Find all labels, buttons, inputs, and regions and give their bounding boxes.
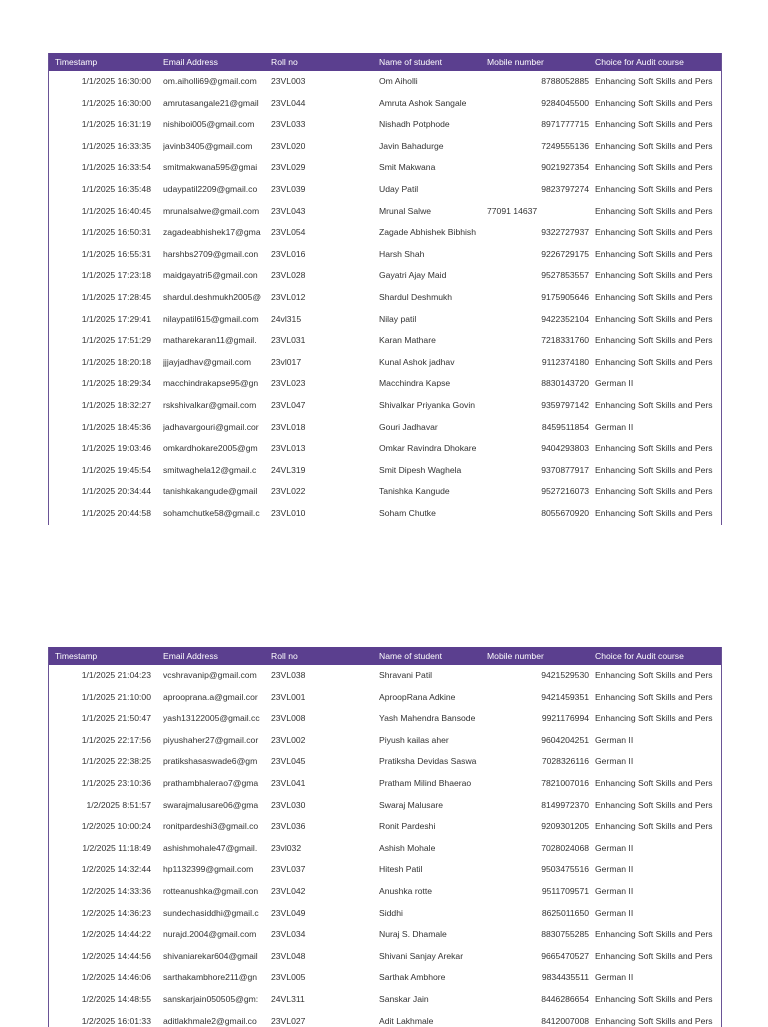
cell-timestamp: 1/1/2025 21:04:23 [49, 665, 151, 687]
cell-choice: Enhancing Soft Skills and Pers [595, 157, 722, 179]
cell-roll: 23vl032 [271, 838, 375, 860]
cell-timestamp: 1/1/2025 16:33:54 [49, 157, 151, 179]
cell-name: Nilay patil [379, 309, 481, 331]
cell-timestamp: 1/1/2025 16:31:19 [49, 114, 151, 136]
cell-email: smitwaghela12@gmail.c [163, 460, 267, 482]
cell-mobile: 7249555136 [487, 136, 589, 158]
cell-email: sohamchutke58@gmail.c [163, 503, 267, 525]
cell-timestamp: 1/1/2025 16:40:45 [49, 201, 151, 223]
table-row [49, 352, 721, 374]
cell-timestamp: 1/2/2025 16:01:33 [49, 1011, 151, 1027]
cell-roll: 23VL038 [271, 665, 375, 687]
cell-roll: 23VL029 [271, 157, 375, 179]
cell-email: vcshravanip@gmail.com [163, 665, 267, 687]
cell-roll: 23VL043 [271, 201, 375, 223]
cell-roll: 23VL012 [271, 287, 375, 309]
cell-roll: 24VL311 [271, 989, 375, 1011]
cell-name: Shravani Patil [379, 665, 481, 687]
cell-timestamp: 1/1/2025 17:51:29 [49, 330, 151, 352]
cell-email: smitmakwana595@gmai [163, 157, 267, 179]
table-row [49, 93, 721, 115]
cell-roll: 23VL041 [271, 773, 375, 795]
table-row [49, 330, 721, 352]
table-row [49, 244, 721, 266]
cell-email: javinb3405@gmail.com [163, 136, 267, 158]
cell-timestamp: 1/2/2025 14:44:22 [49, 924, 151, 946]
cell-mobile: 7028326116 [487, 751, 589, 773]
cell-name: Smit Dipesh Waghela [379, 460, 481, 482]
cell-roll: 23VL049 [271, 903, 375, 925]
cell-email: sanskarjain050505@gm: [163, 989, 267, 1011]
cell-roll: 23VL002 [271, 730, 375, 752]
cell-timestamp: 1/1/2025 21:10:00 [49, 687, 151, 709]
cell-timestamp: 1/1/2025 16:30:00 [49, 71, 151, 93]
cell-choice: Enhancing Soft Skills and Pers [595, 795, 722, 817]
cell-email: aditlakhmale2@gmail.co [163, 1011, 267, 1027]
cell-mobile: 9226729175 [487, 244, 589, 266]
cell-mobile: 8830143720 [487, 373, 589, 395]
cell-timestamp: 1/1/2025 20:44:58 [49, 503, 151, 525]
cell-roll: 23VL005 [271, 967, 375, 989]
cell-email: sarthakambhore211@gn [163, 967, 267, 989]
cell-mobile: 8788052885 [487, 71, 589, 93]
cell-choice: Enhancing Soft Skills and Pers [595, 309, 722, 331]
cell-roll: 23VL036 [271, 816, 375, 838]
cell-mobile: 8149972370 [487, 795, 589, 817]
table-row [49, 903, 721, 925]
cell-name: Nishadh Potphode [379, 114, 481, 136]
cell-email: nilaypatil615@gmail.com [163, 309, 267, 331]
table-row [49, 989, 721, 1011]
cell-roll: 23VL028 [271, 265, 375, 287]
table-row [49, 179, 721, 201]
cell-mobile: 8459511854 [487, 417, 589, 439]
cell-roll: 23VL008 [271, 708, 375, 730]
cell-email: udaypatil2209@gmail.co [163, 179, 267, 201]
cell-roll: 23VL001 [271, 687, 375, 709]
header-mobile: Mobile number [487, 53, 589, 71]
cell-timestamp: 1/1/2025 18:29:34 [49, 373, 151, 395]
header-roll: Roll no [271, 647, 375, 665]
table-row [49, 816, 721, 838]
cell-choice: Enhancing Soft Skills and Pers [595, 708, 722, 730]
table-body [49, 665, 721, 1027]
table-row [49, 395, 721, 417]
cell-roll: 24VL319 [271, 460, 375, 482]
cell-timestamp: 1/1/2025 16:30:00 [49, 93, 151, 115]
table-row [49, 665, 721, 687]
cell-choice: Enhancing Soft Skills and Pers [595, 481, 722, 503]
cell-choice: Enhancing Soft Skills and Pers [595, 665, 722, 687]
cell-mobile: 9604204251 [487, 730, 589, 752]
cell-mobile: 9921176994 [487, 708, 589, 730]
cell-choice: Enhancing Soft Skills and Pers [595, 687, 722, 709]
cell-email: yash13122005@gmail.cc [163, 708, 267, 730]
cell-timestamp: 1/2/2025 14:33:36 [49, 881, 151, 903]
table-row [49, 373, 721, 395]
cell-timestamp: 1/2/2025 11:18:49 [49, 838, 151, 860]
cell-mobile: 9421459351 [487, 687, 589, 709]
table-row [49, 503, 721, 525]
cell-roll: 23VL037 [271, 859, 375, 881]
table-row [49, 881, 721, 903]
cell-email: nurajd.2004@gmail.com [163, 924, 267, 946]
cell-name: Tanishka Kangude [379, 481, 481, 503]
cell-mobile: 9834435511 [487, 967, 589, 989]
cell-timestamp: 1/1/2025 20:34:44 [49, 481, 151, 503]
table-row [49, 157, 721, 179]
cell-roll: 23vl017 [271, 352, 375, 374]
table-row [49, 773, 721, 795]
cell-mobile: 9209301205 [487, 816, 589, 838]
cell-name: Javin Bahadurge [379, 136, 481, 158]
cell-email: omkardhokare2005@gm [163, 438, 267, 460]
cell-roll: 23VL039 [271, 179, 375, 201]
cell-mobile: 9370877917 [487, 460, 589, 482]
cell-mobile: 9422352104 [487, 309, 589, 331]
header-mobile: Mobile number [487, 647, 589, 665]
cell-name: Soham Chutke [379, 503, 481, 525]
table-row [49, 751, 721, 773]
cell-choice: Enhancing Soft Skills and Pers [595, 989, 722, 1011]
cell-roll: 23VL033 [271, 114, 375, 136]
header-choice: Choice for Audit course [595, 647, 722, 665]
cell-timestamp: 1/1/2025 19:03:46 [49, 438, 151, 460]
cell-timestamp: 1/2/2025 14:46:06 [49, 967, 151, 989]
cell-mobile: 9527853557 [487, 265, 589, 287]
table-row [49, 795, 721, 817]
cell-email: tanishkakangude@gmail [163, 481, 267, 503]
cell-choice: Enhancing Soft Skills and Pers [595, 71, 722, 93]
table-row [49, 687, 721, 709]
cell-timestamp: 1/1/2025 16:35:48 [49, 179, 151, 201]
cell-choice: Enhancing Soft Skills and Pers [595, 352, 722, 374]
cell-mobile: 9823797274 [487, 179, 589, 201]
responses-table-1 [48, 53, 722, 525]
cell-choice: Enhancing Soft Skills and Pers [595, 136, 722, 158]
cell-choice: Enhancing Soft Skills and Pers [595, 1011, 722, 1027]
cell-email: nishiboi005@gmail.com [163, 114, 267, 136]
cell-choice: Enhancing Soft Skills and Pers [595, 816, 722, 838]
table-row [49, 265, 721, 287]
cell-mobile: 8625011650 [487, 903, 589, 925]
cell-email: piyushaher27@gmail.cor [163, 730, 267, 752]
cell-name: Omkar Ravindra Dhokare [379, 438, 481, 460]
cell-roll: 23VL034 [271, 924, 375, 946]
cell-timestamp: 1/2/2025 14:32:44 [49, 859, 151, 881]
cell-email: rskshivalkar@gmail.com [163, 395, 267, 417]
cell-email: hp1132399@gmail.com [163, 859, 267, 881]
cell-timestamp: 1/2/2025 10:00:24 [49, 816, 151, 838]
cell-mobile: 9665470527 [487, 946, 589, 968]
cell-choice: Enhancing Soft Skills and Pers [595, 93, 722, 115]
table-header [49, 647, 721, 665]
header-choice: Choice for Audit course [595, 53, 722, 71]
table-row [49, 730, 721, 752]
cell-email: jadhavargouri@gmail.cor [163, 417, 267, 439]
table-row [49, 417, 721, 439]
cell-choice: Enhancing Soft Skills and Pers [595, 924, 722, 946]
header-timestamp: Timestamp [55, 647, 157, 665]
cell-choice: Enhancing Soft Skills and Pers [595, 395, 722, 417]
cell-choice: German II [595, 881, 722, 903]
cell-choice: German II [595, 751, 722, 773]
table-row [49, 838, 721, 860]
cell-roll: 23VL023 [271, 373, 375, 395]
table-row [49, 201, 721, 223]
cell-name: Smit Makwana [379, 157, 481, 179]
cell-name: Piyush kailas aher [379, 730, 481, 752]
cell-timestamp: 1/1/2025 17:23:18 [49, 265, 151, 287]
cell-name: Pratiksha Devidas Saswa [379, 751, 481, 773]
cell-email: swarajmalusare06@gma [163, 795, 267, 817]
cell-choice: Enhancing Soft Skills and Pers [595, 114, 722, 136]
cell-name: Pratham Milind Bhaerao [379, 773, 481, 795]
cell-mobile: 9527216073 [487, 481, 589, 503]
cell-mobile: 8446286654 [487, 989, 589, 1011]
cell-name: Macchindra Kapse [379, 373, 481, 395]
cell-timestamp: 1/1/2025 22:38:25 [49, 751, 151, 773]
cell-choice: Enhancing Soft Skills and Pers [595, 460, 722, 482]
table-row [49, 309, 721, 331]
cell-timestamp: 1/2/2025 8:51:57 [49, 795, 151, 817]
cell-name: Gouri Jadhavar [379, 417, 481, 439]
header-roll: Roll no [271, 53, 375, 71]
cell-mobile: 9112374180 [487, 352, 589, 374]
cell-roll: 23VL018 [271, 417, 375, 439]
cell-timestamp: 1/2/2025 14:48:55 [49, 989, 151, 1011]
cell-email: rotteanushka@gmail.con [163, 881, 267, 903]
cell-email: prathambhalerao7@gma [163, 773, 267, 795]
cell-choice: Enhancing Soft Skills and Pers [595, 773, 722, 795]
cell-choice: Enhancing Soft Skills and Pers [595, 503, 722, 525]
header-timestamp: Timestamp [55, 53, 157, 71]
cell-name: Zagade Abhishek Bibhish [379, 222, 481, 244]
cell-choice: German II [595, 838, 722, 860]
header-email: Email Address [163, 647, 267, 665]
cell-email: om.aiholli69@gmail.com [163, 71, 267, 93]
table-row [49, 946, 721, 968]
cell-name: Kunal Ashok jadhav [379, 352, 481, 374]
table-row [49, 438, 721, 460]
cell-timestamp: 1/1/2025 23:10:36 [49, 773, 151, 795]
cell-choice: Enhancing Soft Skills and Pers [595, 287, 722, 309]
cell-roll: 23VL047 [271, 395, 375, 417]
cell-roll: 23VL003 [271, 71, 375, 93]
cell-email: mrunalsalwe@gmail.com [163, 201, 267, 223]
cell-timestamp: 1/1/2025 17:29:41 [49, 309, 151, 331]
cell-choice: German II [595, 730, 722, 752]
cell-roll: 23VL020 [271, 136, 375, 158]
cell-timestamp: 1/1/2025 16:33:35 [49, 136, 151, 158]
cell-name: Siddhi [379, 903, 481, 925]
cell-mobile: 9421529530 [487, 665, 589, 687]
cell-mobile: 7821007016 [487, 773, 589, 795]
cell-email: sundechasiddhi@gmail.c [163, 903, 267, 925]
cell-mobile: 9284045500 [487, 93, 589, 115]
cell-name: Shardul Deshmukh [379, 287, 481, 309]
cell-choice: Enhancing Soft Skills and Pers [595, 438, 722, 460]
cell-name: Anushka rotte [379, 881, 481, 903]
cell-name: AproopRana Adkine [379, 687, 481, 709]
cell-roll: 23VL042 [271, 881, 375, 903]
table-row [49, 287, 721, 309]
cell-roll: 23VL045 [271, 751, 375, 773]
cell-roll: 23VL031 [271, 330, 375, 352]
cell-email: ashishmohale47@gmail. [163, 838, 267, 860]
cell-name: Shivalkar Priyanka Govin [379, 395, 481, 417]
cell-choice: German II [595, 859, 722, 881]
header-name: Name of student [379, 647, 481, 665]
cell-name: Gayatri Ajay Maid [379, 265, 481, 287]
cell-timestamp: 1/2/2025 14:44:56 [49, 946, 151, 968]
cell-mobile: 7218331760 [487, 330, 589, 352]
cell-name: Om Aiholli [379, 71, 481, 93]
cell-timestamp: 1/1/2025 18:20:18 [49, 352, 151, 374]
cell-choice: Enhancing Soft Skills and Pers [595, 244, 722, 266]
cell-mobile: 9359797142 [487, 395, 589, 417]
cell-name: Harsh Shah [379, 244, 481, 266]
cell-mobile: 9503475516 [487, 859, 589, 881]
cell-timestamp: 1/2/2025 14:36:23 [49, 903, 151, 925]
cell-name: Swaraj Malusare [379, 795, 481, 817]
cell-timestamp: 1/1/2025 22:17:56 [49, 730, 151, 752]
table-row [49, 708, 721, 730]
cell-mobile: 77091 14637 [487, 201, 589, 223]
table-row [49, 222, 721, 244]
table-body [49, 71, 721, 524]
cell-roll: 24vl315 [271, 309, 375, 331]
cell-timestamp: 1/1/2025 19:45:54 [49, 460, 151, 482]
table-row [49, 1011, 721, 1027]
cell-mobile: 8055670920 [487, 503, 589, 525]
cell-email: matharekaran11@gmail. [163, 330, 267, 352]
cell-roll: 23VL044 [271, 93, 375, 115]
cell-roll: 23VL013 [271, 438, 375, 460]
cell-email: aprooprana.a@gmail.cor [163, 687, 267, 709]
cell-name: Adit Lakhmale [379, 1011, 481, 1027]
cell-roll: 23VL010 [271, 503, 375, 525]
cell-email: amrutasangale21@gmail [163, 93, 267, 115]
cell-email: maidgayatri5@gmail.con [163, 265, 267, 287]
cell-mobile: 9322727937 [487, 222, 589, 244]
cell-roll: 23VL030 [271, 795, 375, 817]
cell-name: Hitesh Patil [379, 859, 481, 881]
cell-name: Nuraj S. Dhamale [379, 924, 481, 946]
cell-roll: 23VL022 [271, 481, 375, 503]
cell-email: shardul.deshmukh2005@ [163, 287, 267, 309]
cell-choice: Enhancing Soft Skills and Pers [595, 330, 722, 352]
cell-timestamp: 1/1/2025 17:28:45 [49, 287, 151, 309]
table-row [49, 114, 721, 136]
cell-timestamp: 1/1/2025 21:50:47 [49, 708, 151, 730]
cell-name: Shivani Sanjay Arekar [379, 946, 481, 968]
table-row [49, 71, 721, 93]
cell-choice: Enhancing Soft Skills and Pers [595, 946, 722, 968]
table-row [49, 967, 721, 989]
cell-mobile: 8971777715 [487, 114, 589, 136]
cell-email: pratikshasaswade6@gm [163, 751, 267, 773]
cell-choice: German II [595, 373, 722, 395]
cell-name: Ronit Pardeshi [379, 816, 481, 838]
cell-email: zagadeabhishek17@gma [163, 222, 267, 244]
cell-mobile: 7028024068 [487, 838, 589, 860]
cell-mobile: 9404293803 [487, 438, 589, 460]
cell-timestamp: 1/1/2025 18:32:27 [49, 395, 151, 417]
table-row [49, 460, 721, 482]
cell-timestamp: 1/1/2025 18:45:36 [49, 417, 151, 439]
table-row [49, 136, 721, 158]
cell-mobile: 9021927354 [487, 157, 589, 179]
table-row [49, 481, 721, 503]
cell-roll: 23VL054 [271, 222, 375, 244]
responses-table-2 [48, 647, 722, 1027]
cell-name: Ashish Mohale [379, 838, 481, 860]
cell-roll: 23VL048 [271, 946, 375, 968]
cell-email: jjjayjadhav@gmail.com [163, 352, 267, 374]
cell-email: harshbs2709@gmail.con [163, 244, 267, 266]
cell-name: Yash Mahendra Bansode [379, 708, 481, 730]
header-name: Name of student [379, 53, 481, 71]
cell-choice: Enhancing Soft Skills and Pers [595, 179, 722, 201]
cell-email: shivaniarekar604@gmail [163, 946, 267, 968]
table-row [49, 859, 721, 881]
cell-email: ronitpardeshi3@gmail.co [163, 816, 267, 838]
cell-choice: Enhancing Soft Skills and Pers [595, 265, 722, 287]
cell-mobile: 8830755285 [487, 924, 589, 946]
cell-name: Uday Patil [379, 179, 481, 201]
cell-choice: German II [595, 967, 722, 989]
cell-name: Karan Mathare [379, 330, 481, 352]
cell-roll: 23VL027 [271, 1011, 375, 1027]
table-header [49, 53, 721, 71]
cell-choice: German II [595, 417, 722, 439]
cell-choice: Enhancing Soft Skills and Pers [595, 222, 722, 244]
table-row [49, 924, 721, 946]
cell-mobile: 8412007008 [487, 1011, 589, 1027]
cell-name: Sanskar Jain [379, 989, 481, 1011]
cell-name: Sarthak Ambhore [379, 967, 481, 989]
cell-roll: 23VL016 [271, 244, 375, 266]
cell-mobile: 9175905646 [487, 287, 589, 309]
cell-name: Amruta Ashok Sangale [379, 93, 481, 115]
cell-name: Mrunal Salwe [379, 201, 481, 223]
cell-choice: German II [595, 903, 722, 925]
cell-timestamp: 1/1/2025 16:55:31 [49, 244, 151, 266]
cell-email: macchindrakapse95@gn [163, 373, 267, 395]
cell-choice: Enhancing Soft Skills and Pers [595, 201, 722, 223]
header-email: Email Address [163, 53, 267, 71]
cell-mobile: 9511709571 [487, 881, 589, 903]
cell-timestamp: 1/1/2025 16:50:31 [49, 222, 151, 244]
